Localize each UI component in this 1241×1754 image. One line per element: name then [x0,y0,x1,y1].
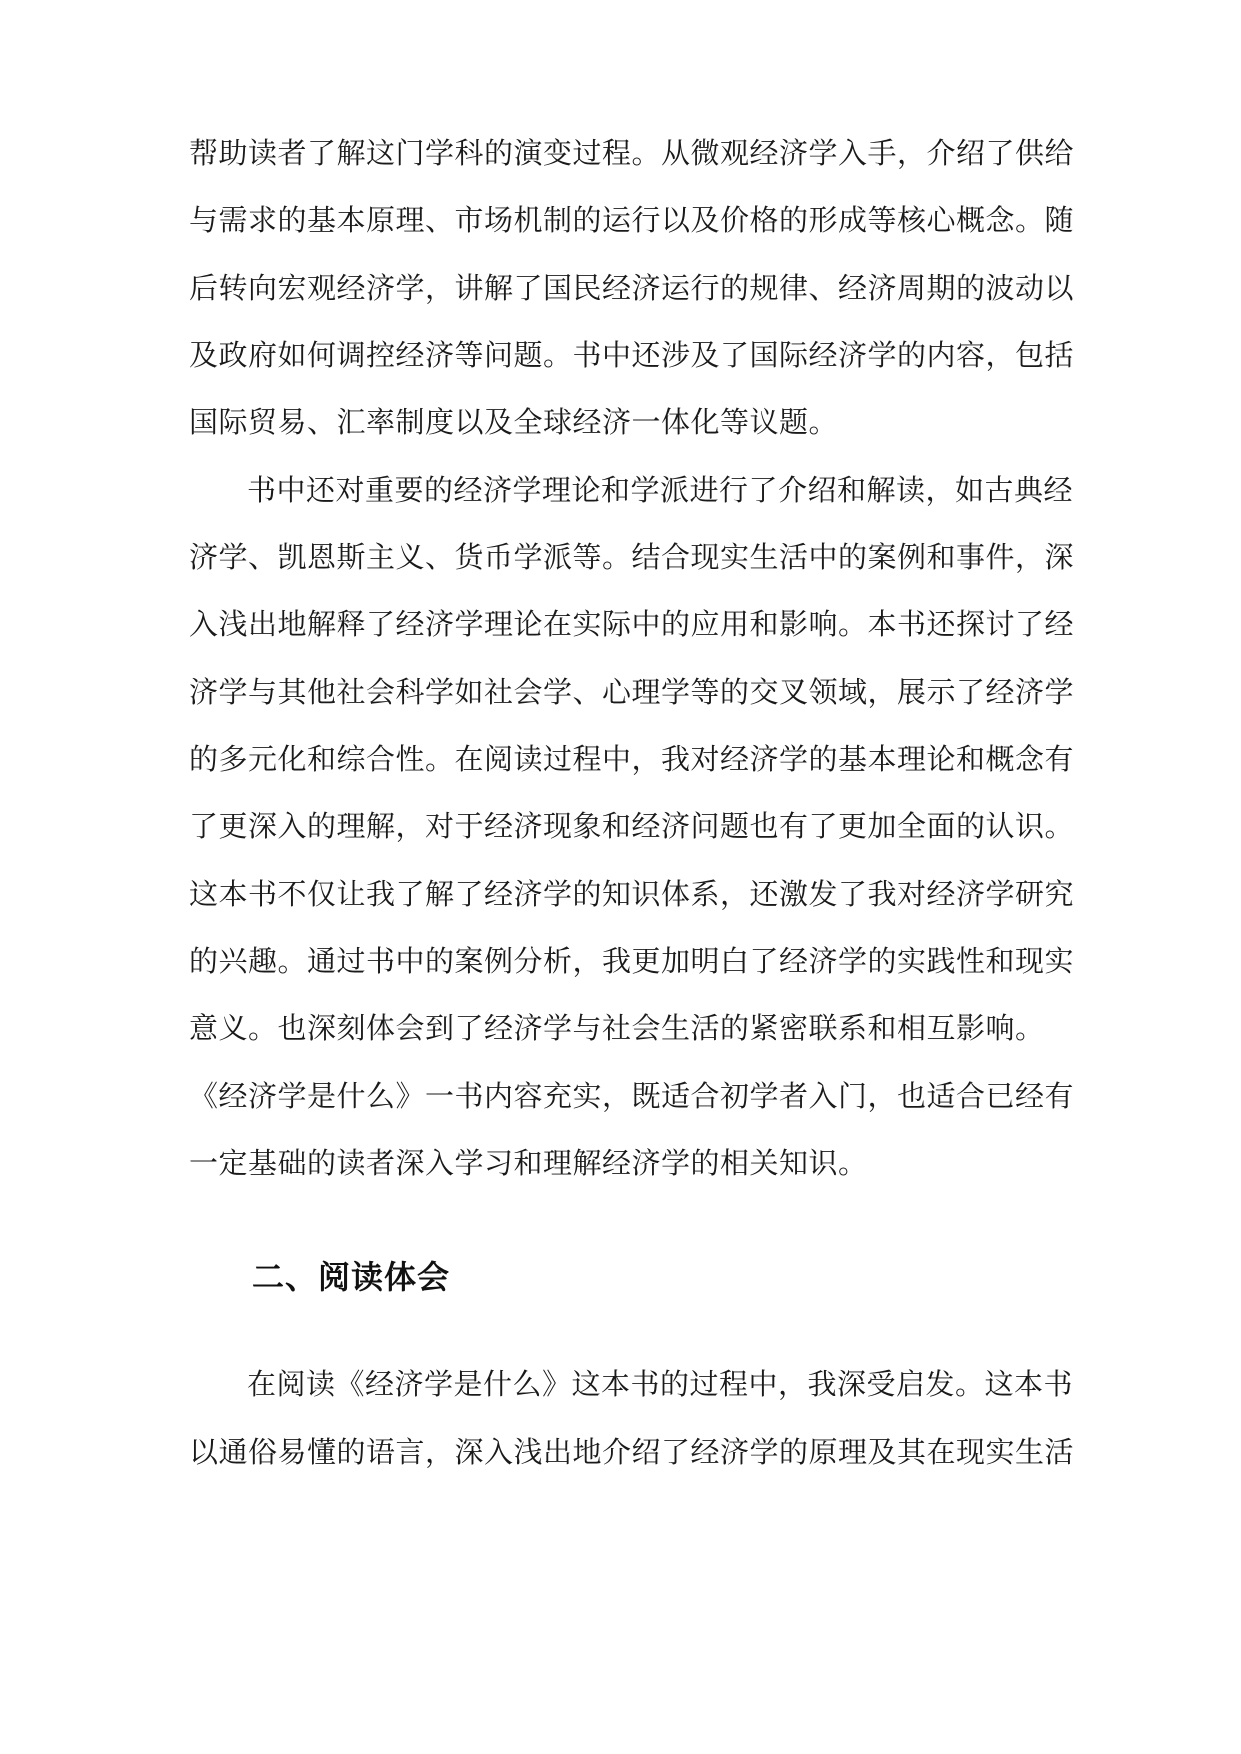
paragraph-2-line-8: 的兴趣。通过书中的案例分析，我更加明白了经济学的实践性和现实 [189,944,1075,978]
paragraph-2-line-7: 这本书不仅让我了解了经济学的知识体系，还激发了我对经济学研究 [189,877,1075,911]
paragraph-2-line-10: 《经济学是什么》一书内容充实，既适合初学者入门，也适合已经有 [189,1079,1075,1113]
paragraph-2-line-3: 入浅出地解释了经济学理论在实际中的应用和影响。本书还探讨了经 [189,607,1075,641]
paragraph-1-line-3: 后转向宏观经济学，讲解了国民经济运行的规律、经济周期的波动以 [189,271,1075,305]
paragraph-1-line-1: 帮助读者了解这门学科的演变过程。从微观经济学入手，介绍了供给 [189,136,1075,170]
paragraph-1-line-4: 及政府如何调控经济等问题。书中还涉及了国际经济学的内容，包括 [189,338,1075,372]
paragraph-2-line-5: 的多元化和综合性。在阅读过程中，我对经济学的基本理论和概念有 [189,742,1075,776]
paragraph-2-line-11: 一定基础的读者深入学习和理解经济学的相关知识。 [189,1146,868,1180]
paragraph-1-line-5: 国际贸易、汇率制度以及全球经济一体化等议题。 [189,405,839,439]
paragraph-2-line-4: 济学与其他社会科学如社会学、心理学等的交叉领域，展示了经济学 [189,675,1075,709]
paragraph-3-line-1: 在阅读《经济学是什么》这本书的过程中，我深受启发。这本书 [247,1367,1074,1401]
paragraph-2-line-2: 济学、凯恩斯主义、货币学派等。结合现实生活中的案例和事件，深 [189,540,1075,574]
paragraph-3-line-2: 以通俗易懂的语言，深入浅出地介绍了经济学的原理及其在现实生活 [189,1435,1075,1469]
paragraph-1-line-2: 与需求的基本原理、市场机制的运行以及价格的形成等核心概念。随 [189,203,1075,237]
paragraph-2-line-6: 了更深入的理解，对于经济现象和经济问题也有了更加全面的认识。 [189,809,1075,843]
paragraph-2-line-1: 书中还对重要的经济学理论和学派进行了介绍和解读，如古典经 [247,473,1074,507]
section-heading: 二、阅读体会 [252,1258,451,1296]
paragraph-2-line-9: 意义。也深刻体会到了经济学与社会生活的紧密联系和相互影响。 [189,1011,1045,1045]
